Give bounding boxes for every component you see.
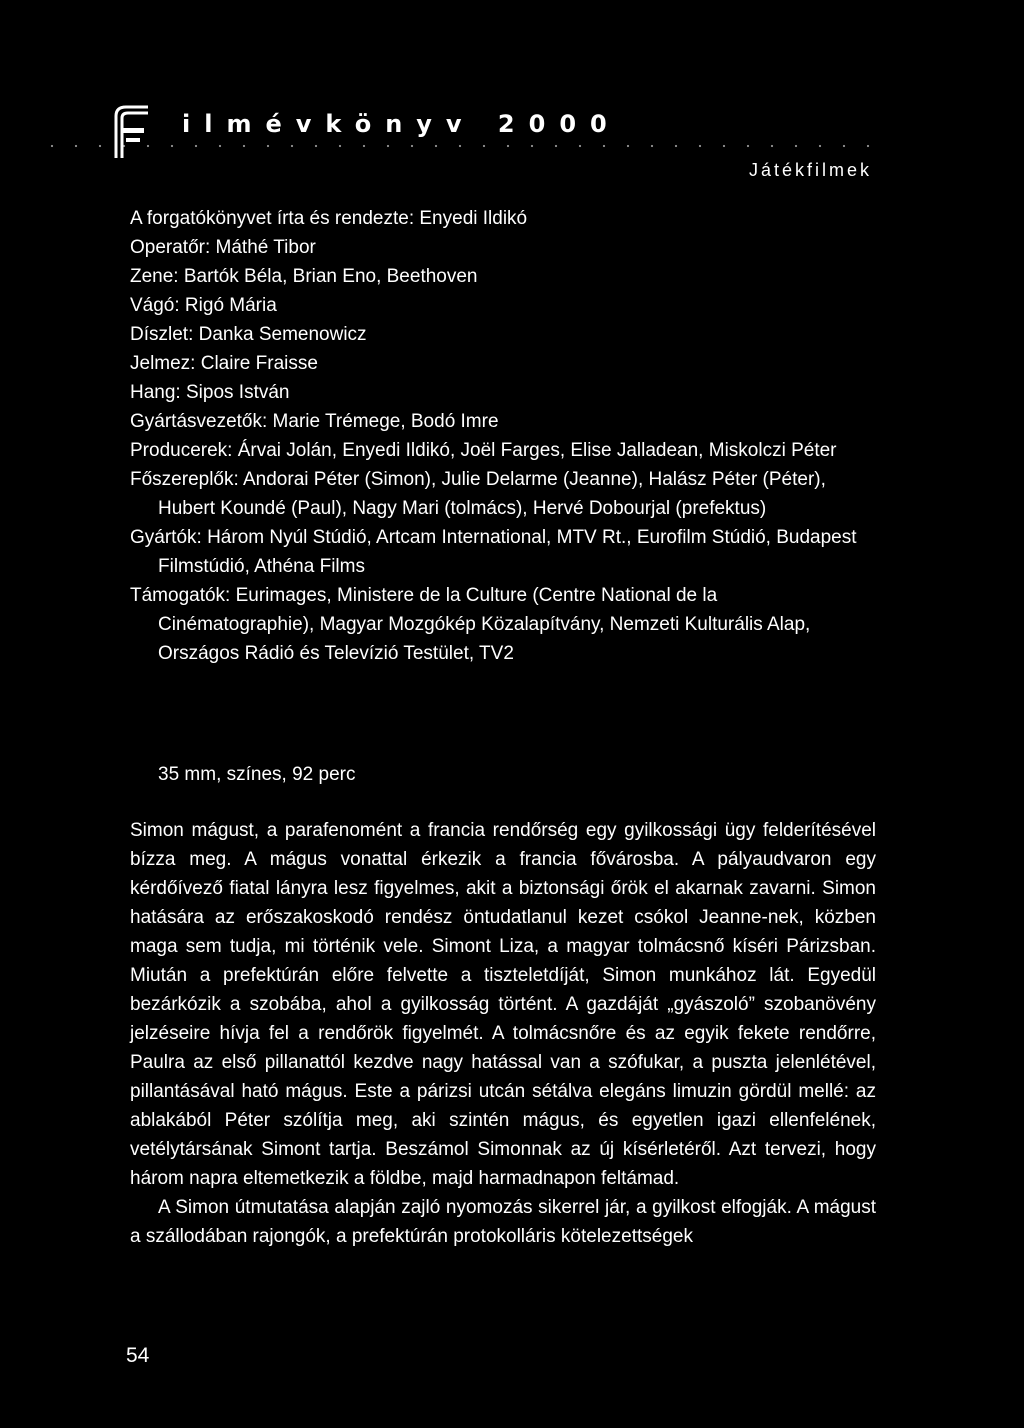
synopsis-paragraph: Simon mágust, a parafenomént a francia rendőrség egy gyilkossági ügy felderítésével bízza meg. A mágus vonattal érkezik a francia fővárosba. A pályaudvaron egy kérdőívező fiatal lányra lesz figyelmes, akit a biztonsági őrök el akarnak zavarni. Simon hatására az erőszakoskodó rendész öntudatlanul kezet csókol Jeanne-nek, közben maga sem tudja, mi történik vele. Simont Liza, a magyar tolmácsnő kíséri Párizsban. Miután a prefektúrán előre felvette a tiszteletdíját, Simon munkához lát. Egyedül bezárkózik a szobába, ahol a gyilkosság történt. A gazdáját „gyászoló” szobanövény jelzéseire hívja fel a rendőrök figyelmét. A tolmácsnőre és az egyik fekete rendőrre, Paulra az első pillanattól kezdve nagy hatással van a szófukar, a puszta jelenlétével, pillantásával ható mágus. Este a párizsi utcán sétálva elegáns limuzin gördül mellé: az ablakából Péter szólítja meg, aki szintén mágus, és egyetlen igazi ellenfelének, vetélytársának Simont tartja. Beszámol Simonnak az új kísérletéről. Azt tervezi, hogy három napra eltemetkezik a földbe, majd harmadnapon feltámad.: [130, 820, 876, 1189]
credits-block: [130, 204, 876, 668]
credit-line: Támogatók: Eurimages, Ministere de la Culture (Centre National de la Cinématographie), Magyar Mozgókép Közalapítvány, Nemzeti Kulturális Alap, Országos Rádió és Televízió Testület, TV2: [130, 585, 811, 664]
film-format: 35 mm, színes, 92 perc: [158, 764, 356, 785]
credit-line: Főszereplők: Andorai Péter (Simon), Julie Delarme (Jeanne), Halász Péter (Péter), Hubert Koundé (Paul), Nagy Mari (tolmács), Hervé Dobourjal (prefektus): [130, 469, 826, 519]
filmevkonyv-logo-icon: [112, 104, 152, 160]
credit-line: Gyártók: Három Nyúl Stúdió, Artcam International, MTV Rt., Eurofilm Stúdió, Budapest Filmstúdió, Athéna Films: [130, 527, 857, 577]
credit-line: Hang: Sipos István: [130, 382, 290, 403]
credit-line: Operatőr: Máthé Tibor: [130, 237, 316, 258]
page-number: 54: [126, 1344, 150, 1367]
synopsis: [130, 816, 876, 1251]
credit-line: Gyártásvezetők: Marie Trémege, Bodó Imre: [130, 411, 499, 432]
synopsis-paragraph: A Simon útmutatása alapján zajló nyomozás sikerrel jár, a gyilkost elfogják. A mágust a szállodában rajongók, a prefektúrán protokolláris kötelezettségek: [130, 1197, 876, 1247]
credit-line: Zene: Bartók Béla, Brian Eno, Beethoven: [130, 266, 478, 287]
dotted-rule: [40, 144, 880, 148]
credit-line: A forgatókönyvet írta és rendezte: Enyedi Ildikó: [130, 208, 528, 229]
credit-line: Producerek: Árvai Jolán, Enyedi Ildikó, Joël Farges, Elise Jalladean, Miskolczi Péter: [130, 440, 837, 461]
book-title: ilmévkönyv 2000: [182, 110, 621, 138]
credit-line: Vágó: Rigó Mária: [130, 295, 277, 316]
section-label: Játékfilmek: [748, 160, 872, 180]
page-header: [112, 104, 912, 164]
credit-line: Jelmez: Claire Fraisse: [130, 353, 318, 374]
credit-line: Díszlet: Danka Semenowicz: [130, 324, 367, 345]
